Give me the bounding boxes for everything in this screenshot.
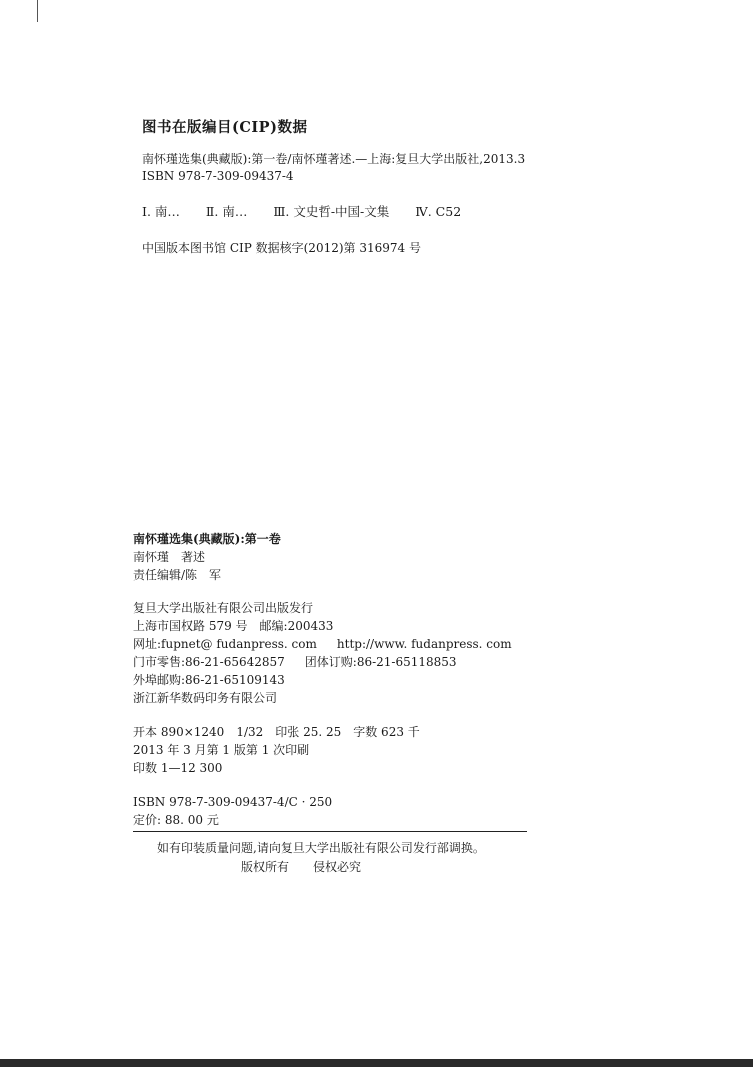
website-url: http://www. fudanpress. com <box>336 637 512 651</box>
print-run-line: 印数 1—12 300 <box>133 761 223 775</box>
divider-rule <box>133 831 527 832</box>
cip-library-record: 中国版本图书馆 CIP 数据核字(2012)第 316974 号 <box>142 241 421 255</box>
cip-isbn-line: ISBN 978-7-309-09437-4 <box>142 169 294 183</box>
price-line: 定价: 88. 00 元 <box>133 813 219 827</box>
group-order-phone: 团体订购:86-21-65118853 <box>304 655 457 669</box>
edition-line: 2013 年 3 月第 1 版第 1 次印刷 <box>133 743 310 757</box>
cip-entry-line: 南怀瑾选集(典藏版):第一卷/南怀瑾著述.—上海:复旦大学出版社,2013.3 <box>142 152 526 166</box>
quality-notice: 如有印装质量问题,请向复旦大学出版社有限公司发行部调换。 <box>157 841 485 855</box>
address-line: 上海市国权路 579 号 邮编:200433 <box>133 619 334 633</box>
isbn-full-line: ISBN 978-7-309-09437-4/C · 250 <box>133 795 333 809</box>
book-title: 南怀瑾选集(典藏版):第一卷 <box>133 532 281 546</box>
phone-line <box>133 654 457 670</box>
website-line <box>133 636 512 652</box>
author-line: 南怀瑾 著述 <box>133 550 206 564</box>
rights-notice: 版权所有 侵权必究 <box>241 860 362 874</box>
cip-heading: 图书在版编目(CIP)数据 <box>142 119 308 136</box>
format-line: 开本 890×1240 1/32 印张 25. 25 字数 623 千 <box>133 725 420 739</box>
classification-item: Ⅱ. 南… <box>205 204 248 219</box>
classification-item: Ⅳ. C52 <box>415 204 462 219</box>
scan-bottom-edge <box>0 1059 753 1067</box>
classification-item: Ⅰ. 南… <box>142 204 180 219</box>
retail-phone: 门市零售:86-21-65642857 <box>133 655 285 669</box>
editor-line: 责任编辑/陈 军 <box>133 568 222 582</box>
scan-edge-mark <box>37 0 38 22</box>
website-email: 网址:fupnet@ fudanpress. com <box>133 637 317 651</box>
cip-classification-row <box>142 202 483 220</box>
printer-line: 浙江新华数码印务有限公司 <box>133 691 278 705</box>
classification-item: Ⅲ. 文史哲-中国-文集 <box>273 204 390 219</box>
publisher-line: 复旦大学出版社有限公司出版发行 <box>133 601 314 615</box>
mail-order-line: 外埠邮购:86-21-65109143 <box>133 673 285 687</box>
